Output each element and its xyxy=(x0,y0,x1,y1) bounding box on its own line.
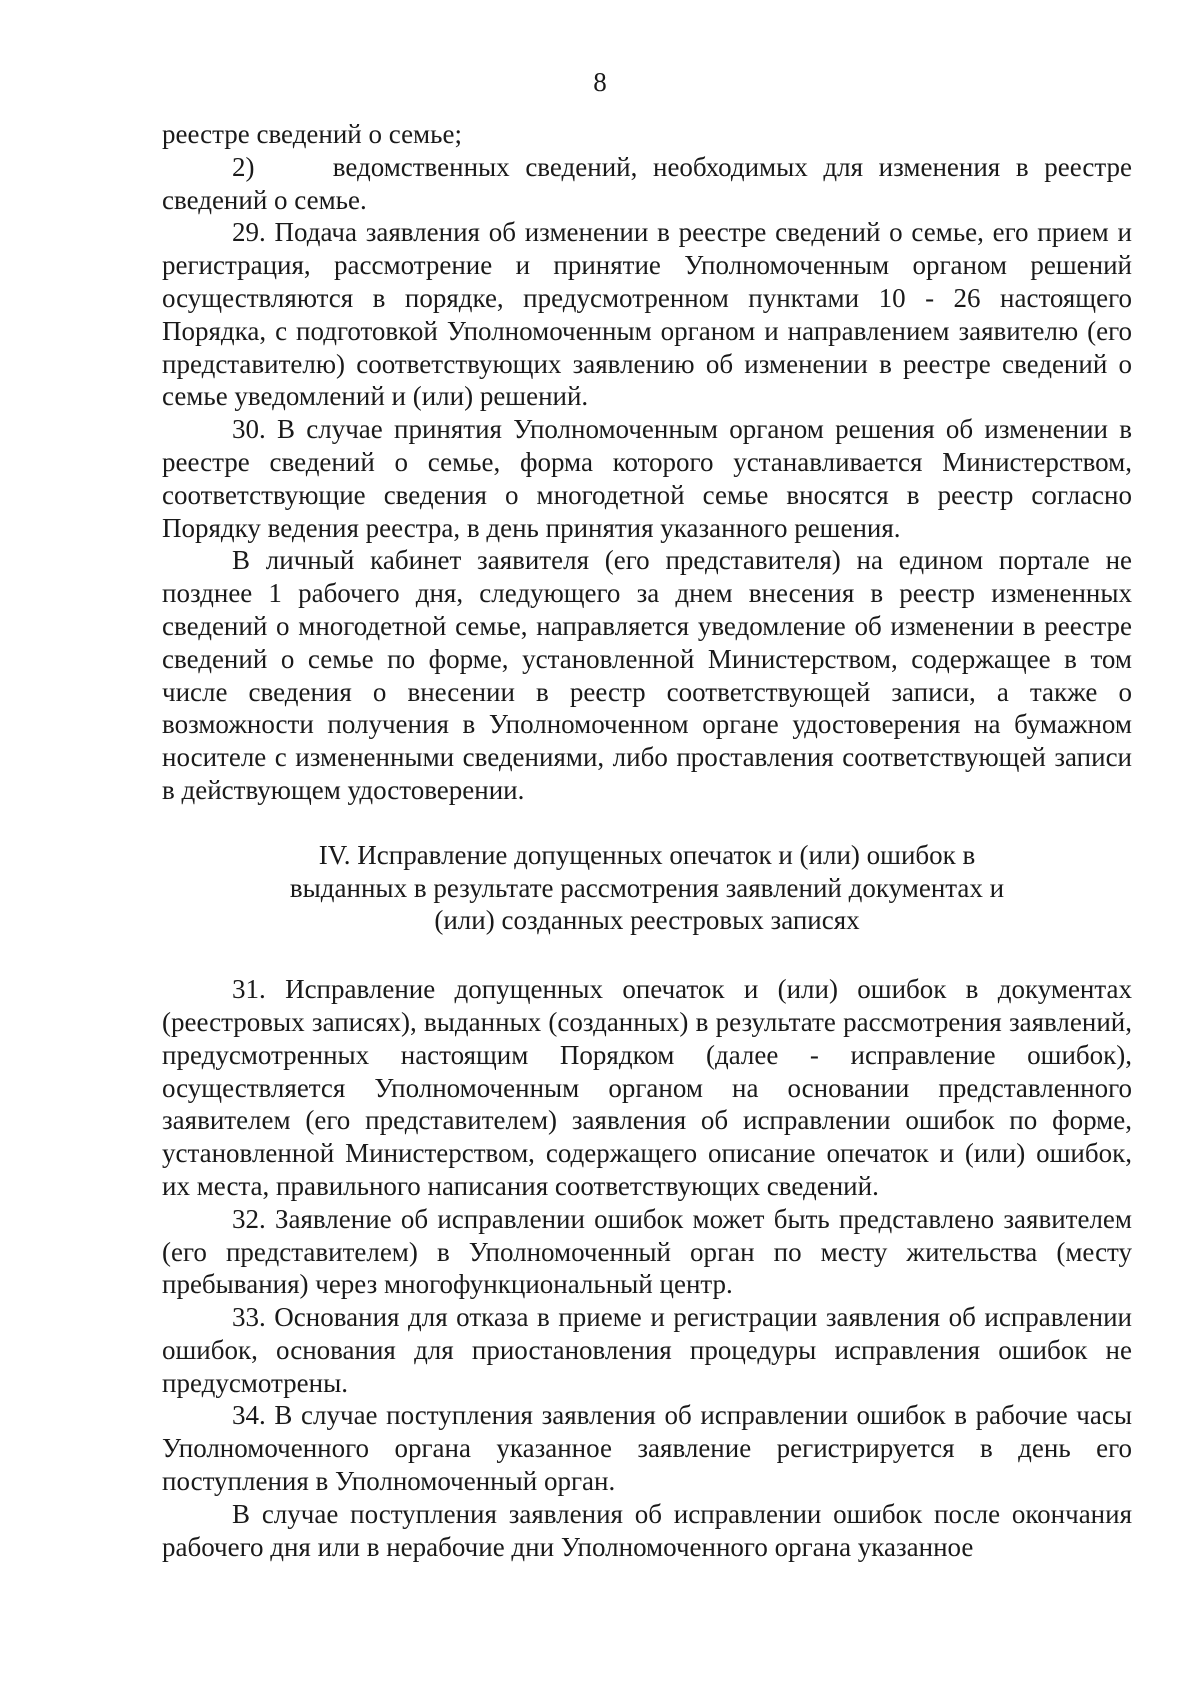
paragraph-30: 30. В случае принятия Уполномоченным органом решения об изменении в реестре сведений о семье, форма которого устанавливается Министерством, соответствующие сведения о многодетной семье вносятся в реестр согласно Порядку ведения реестра, в день принятия указанного решения. xyxy=(162,414,1132,543)
list-item-2 xyxy=(162,151,1132,217)
paragraph-33: 33. Основания для отказа в приеме и регистрации заявления об исправлении ошибок, основания для приостановления процедуры исправления ошибок не предусмотрены. xyxy=(162,1302,1132,1398)
paragraph-32: 32. Заявление об исправлении ошибок может быть представлено заявителем (его представителем) в Уполномоченный орган по месту жительства (месту пребывания) через многофункциональный центр. xyxy=(162,1203,1132,1300)
section-heading-line: (или) созданных реестровых записях xyxy=(434,905,860,936)
paragraph-continuation: реестре сведений о семье; xyxy=(162,119,462,149)
section-heading-line: выданных в результате рассмотрения заявлений документах и xyxy=(289,872,1005,903)
paragraph-31: 31. Исправление допущенных опечаток и (или) ошибок в документах (реестровых записях), выданных (созданных) в результате рассмотрения заявлений, предусмотренных настоящим Порядком (далее - исправление ошибок), осуществляется Уполномоченным органом на основании представленного заявителем (его представителем) заявления об исправлении ошибок по форме, установленной Министерством, содержащего описание опечаток и (или) ошибок, их места, правильного написания соответствующих сведений. xyxy=(162,974,1132,1201)
page-number: 8 xyxy=(593,67,607,97)
paragraph-29: 29. Подача заявления об изменении в реестре сведений о семье, его прием и регистрация, рассмотрение и принятие Уполномоченным органом решений осуществляются в порядке, предусмотренном пунктами 10 - 26 настоящего Порядка, с подготовкой Уполномоченным органом и направлением заявителю (его представителю) соответствующих заявлению об изменении в реестре сведений о семье уведомлений и (или) решений. xyxy=(162,217,1132,412)
section-heading xyxy=(162,839,1132,937)
paragraph-30-continued: В личный кабинет заявителя (его представителя) на едином портале не позднее 1 рабочего дня, следующего за днем внесения в реестр измененных сведений о многодетной семье, направляется уведомление об изменении в реестре сведений о семье по форме, установленной Министерством, содержащее в том числе сведения о внесении в реестр соответствующей записи, а также о возможности получения в Уполномоченном органе удостоверения на бумажном носителе с измененными сведениями, либо проставления соответствующей записи в действующем удостоверении. xyxy=(162,545,1132,805)
paragraph-34-continued: В случае поступления заявления об исправлении ошибок после окончания рабочего дня или в нерабочие дни Уполномоченного органа указанное xyxy=(162,1498,1132,1562)
paragraph-34: 34. В случае поступления заявления об исправлении ошибок в рабочие часы Уполномоченного органа указанное заявление регистрируется в день его поступления в Уполномоченный орган. xyxy=(162,1400,1132,1497)
section-heading-line: IV. Исправление допущенных опечаток и (или) ошибок в xyxy=(318,839,976,870)
document-body xyxy=(162,118,1132,1563)
list-item-2-number: 2) xyxy=(232,151,255,182)
list-item-2-text: ведомственных сведений, необходимых для изменения в реестре сведений о семье. xyxy=(162,151,1132,215)
